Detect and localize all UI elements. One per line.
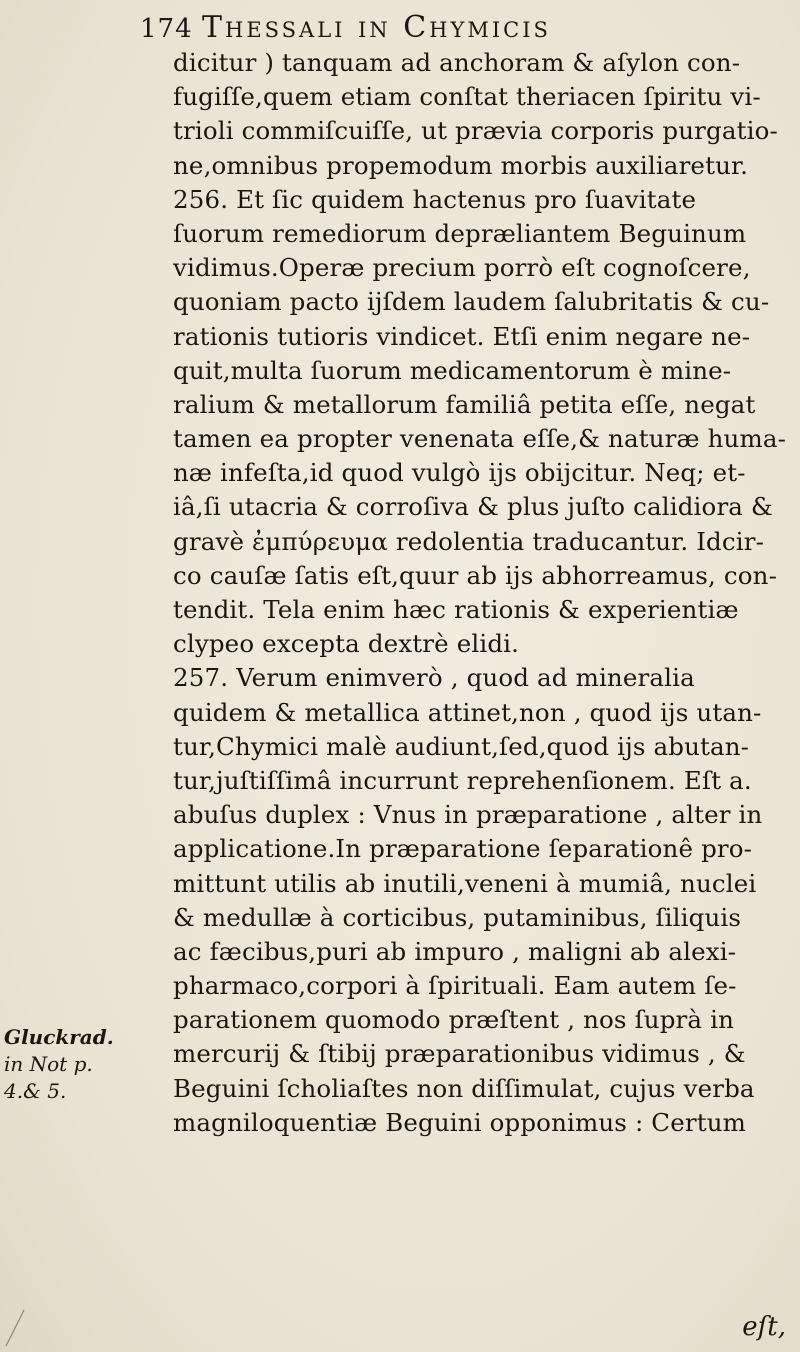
text-line: gravè ἐμπύρευμα redolentia traducantur. Idcir- [173,526,765,556]
text-line: quoniam pacto ijſdem laudem ſalubritatis & cu- [173,287,770,317]
marginal-note [4,1024,114,1105]
text-line: quidem & metallica attinet,non , quod ijs utan- [173,697,762,727]
text-line: vidimus.Operæ precium porrò eſt cognoſcere, [173,253,751,283]
text-line: parationem quomodo præſtent , nos ſuprà in [173,1005,735,1035]
text-line: tendit. Tela enim hæc rationis & experientiæ [173,595,739,624]
catchword: eſt, [742,1312,786,1342]
text-line: trioli commiſcuiſſe, ut prævia corporis purgatio- [173,116,778,146]
text-line: ac fæcibus,puri ab impuro , maligni ab alexi- [173,936,737,966]
text-line: 257. Verum enimverò , quod ad mineralia [173,663,695,693]
text-line: rationis tutioris vindicet. Etſi enim negare ne- [173,321,751,351]
text-line: mercurij & ſtibij præparationibus vidimus , & [173,1039,746,1069]
text-line: applicatione.In præparatione ſeparationê pro- [173,834,753,864]
text-line: tur,Chymici malè audiunt,ſed,quod ijs abutan- [173,731,750,761]
text-line: tur,juſtiſſimâ incurrunt reprehenſionem. Eſt a. [173,765,752,795]
marginal-note-line: in Not p. [4,1052,93,1076]
text-line: quit,multa ſuorum medicamentorum è mine- [173,355,732,385]
text-line: tamen ea propter venenata eſſe,& naturæ huma- [173,424,787,454]
text-line: dicitur ) tanquam ad anchoram & aſylon con- [173,48,741,77]
body-text [173,46,795,1140]
text-line: næ infeſta,id quod vulgò ijs obijcitur. Neq; et- [173,458,746,488]
text-line: ralium & metallorum familiâ petita eſſe, negat [173,389,756,419]
text-line: 256. Et ſic quidem hactenus pro ſuavitate [173,184,697,214]
text-line: & medullæ à corticibus, putaminibus, ſiliquis [173,902,742,932]
text-line: magniloquentiæ Beguini opponimus : Certum [173,1107,747,1137]
text-line: clypeo excepta dextrè elidi. [173,629,520,659]
text-line: ſuorum remediorum depræliantem Beguinum [173,218,747,248]
text-line: Beguini ſcholiaſtes non diſſimulat, cujus verba [173,1073,755,1103]
text-line: abuſus duplex : Vnus in præparatione , alter in [173,800,763,830]
text-line: pharmaco,corpori à ſpirituali. Eam autem ſe- [173,971,737,1001]
text-line: mittunt utilis ab inutili,veneni à mumiâ, nuclei [173,868,757,898]
page-number: 174 [140,14,193,44]
text-line: co cauſæ ſatis eſt,quur ab ijs abhorreamus, con- [173,560,778,590]
pencil-mark [2,1302,32,1348]
marginal-note-line: 4.& 5. [4,1079,67,1103]
text-line: fugiſſe,quem etiam conſtat theriacen ſpiritu vi- [173,82,761,112]
text-line: iâ,ſi utacria & corroſiva & plus juſto calidiora & [173,492,773,522]
running-title: Thessali in Chymicis [202,10,551,45]
marginal-note-line: Gluckrad. [4,1025,114,1049]
text-line: ne,omnibus propemodum morbis auxiliaretur. [173,150,749,180]
